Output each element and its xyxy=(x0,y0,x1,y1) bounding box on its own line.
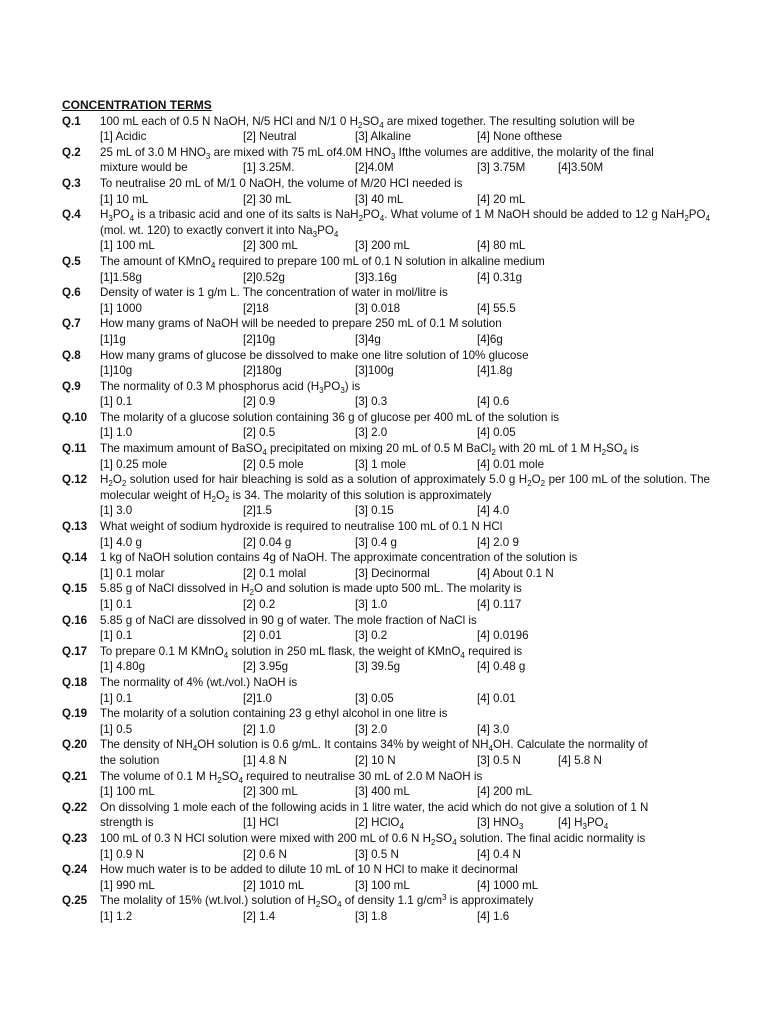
option-3: [3] 0.5 N xyxy=(355,847,399,861)
option-4: [4] 80 mL xyxy=(477,239,526,253)
answer-options xyxy=(100,659,710,675)
answer-options xyxy=(100,566,710,582)
question-text-continued: strength is xyxy=(100,816,154,830)
option-1: [1] 3.0 xyxy=(100,504,133,518)
question-text: The molality of 15% (wt.lvol.) solution of $H_2SO_4$ of density 1.1 $g/cm^3$ is approximately xyxy=(100,893,534,910)
option-3: [3]4g xyxy=(355,332,381,346)
question-23 xyxy=(62,831,710,862)
question-text: The density of $NH_4OH$ solution is 0.6 g/mL. It contains 34% by weight of $NH_4OH$. Calculate the normality of xyxy=(100,738,648,754)
option-3: [3] 0.3 xyxy=(355,395,388,409)
option-4: [4] 0.0196 xyxy=(477,629,529,643)
option-4: [4] 55.5 xyxy=(477,301,516,315)
question-text: 5.85 g of NaCl are dissolved in 90 g of water. The mole fraction of NaCl is xyxy=(100,613,477,627)
option-2: [2] HClO$_4$ xyxy=(355,816,404,832)
option-1: [1] 100 mL xyxy=(100,239,155,253)
question-list xyxy=(62,114,710,925)
question-text-continued: mixture would be xyxy=(100,161,188,175)
question-number: Q.17 xyxy=(62,644,88,658)
question-11 xyxy=(62,441,710,472)
option-1: [1] 0.1 molar xyxy=(100,566,165,580)
question-10 xyxy=(62,410,710,441)
answer-options xyxy=(100,160,710,176)
answer-options xyxy=(100,909,710,925)
option-4: [4] 20 mL xyxy=(477,192,526,206)
answer-options xyxy=(100,784,710,800)
question-13 xyxy=(62,519,710,550)
answer-options xyxy=(100,301,710,317)
question-number: Q.7 xyxy=(62,317,81,331)
option-4: [4] 0.6 xyxy=(477,395,510,409)
question-16 xyxy=(62,613,710,644)
answer-options xyxy=(100,597,710,613)
option-3: [3] 1 mole xyxy=(355,457,406,471)
question-number: Q.14 xyxy=(62,551,88,565)
option-3: [3] Decinormal xyxy=(355,566,430,580)
question-number: Q.23 xyxy=(62,831,88,845)
question-22 xyxy=(62,800,710,831)
option-3: [3]100g xyxy=(355,364,394,378)
question-text: $H_3PO_4$ is a tribasic acid and one of its salts is $NaH_2PO_4$. What volume of 1 M NaOH should be added to 12 g $NaH_2PO_4$ (mol. wt. 120) to exactly convert it into $Na_3PO_4$ xyxy=(100,208,710,239)
question-text: To prepare 0.1 M KMnO$_4$ solution in 250 mL flask, the weight of KMnO$_4$ required is xyxy=(100,644,523,660)
option-2: [2] 30 mL xyxy=(243,192,292,206)
option-2: [2]0.52g xyxy=(243,270,285,284)
option-3: [3] 2.0 xyxy=(355,426,388,440)
answer-options xyxy=(100,815,710,831)
worksheet xyxy=(62,98,710,924)
answer-options xyxy=(100,425,710,441)
question-text: The normality of 4% (wt./vol.) NaOH is xyxy=(100,675,298,689)
option-4: [4] About 0.1 N xyxy=(477,566,554,580)
option-1: [1]10g xyxy=(100,364,133,378)
question-text: How many grams of NaOH will be needed to prepare 250 mL of 0.1 M solution xyxy=(100,317,502,331)
option-3: [3] 39.5g xyxy=(355,660,401,674)
answer-options xyxy=(100,847,710,863)
option-2: [2] 0.5 mole xyxy=(243,457,304,471)
option-3: [3] Alkaline xyxy=(355,130,412,144)
question-8 xyxy=(62,348,710,379)
question-text: The maximum amount of BaSO$_4$ precipitated on mixing 20 mL of 0.5 M BaCl$_2$ with 20 mL of 1 M $H_2SO_4$ is xyxy=(100,442,639,458)
question-4 xyxy=(62,207,710,254)
option-3: [3] 0.2 xyxy=(355,629,388,643)
question-text: How much water is to be added to dilute 10 mL of 10 N HCl to make it decinormal xyxy=(100,863,518,877)
answer-options xyxy=(100,457,710,473)
option-1: [1] 4.8 N xyxy=(243,753,287,767)
option-4: [4] None ofthese xyxy=(477,130,563,144)
option-2: [2]18 xyxy=(243,301,269,315)
question-number: Q.24 xyxy=(62,863,88,877)
question-18 xyxy=(62,675,710,706)
option-1: [1] 0.1 xyxy=(100,629,133,643)
option-3: [3] $HNO_3$ xyxy=(477,816,524,832)
option-3: [3] 0.5 N xyxy=(477,753,521,767)
option-2: [2] 0.1 molal xyxy=(243,566,307,580)
option-3: [3] 0.05 xyxy=(355,691,394,705)
option-3: [3] 1.8 xyxy=(355,909,388,923)
option-2: [2]4.0M xyxy=(355,161,394,175)
question-number: Q.13 xyxy=(62,520,88,534)
option-3: [3] 100 mL xyxy=(355,878,410,892)
answer-options xyxy=(100,270,710,286)
option-3: [3] 400 mL xyxy=(355,785,410,799)
question-number: Q.10 xyxy=(62,410,88,424)
option-3: [3] 2.0 xyxy=(355,722,388,736)
answer-options xyxy=(100,878,710,894)
option-2: [2] 10 N xyxy=(355,753,396,767)
option-4: [4] 0.4 N xyxy=(477,847,521,861)
question-text-continued: the solution xyxy=(100,753,160,767)
question-2 xyxy=(62,145,710,176)
option-1: [1] 3.25M. xyxy=(243,161,295,175)
option-3: [3] 0.15 xyxy=(355,504,394,518)
option-2: [2] 0.04 g xyxy=(243,535,292,549)
question-number: Q.16 xyxy=(62,613,88,627)
option-2: [2] 0.5 xyxy=(243,426,276,440)
option-3: [3] 40 mL xyxy=(355,192,404,206)
question-number: Q.11 xyxy=(62,442,87,456)
option-1: [1] 10 mL xyxy=(100,192,149,206)
option-2: [2] 300 mL xyxy=(243,239,298,253)
question-number: Q.9 xyxy=(62,379,81,393)
option-2: [2] 3.95g xyxy=(243,660,289,674)
question-text: What weight of sodium hydroxide is required to neutralise 100 mL of 0.1 N HCl xyxy=(100,520,503,534)
question-number: Q.21 xyxy=(62,769,88,783)
option-4: [4] 3.0 xyxy=(477,722,510,736)
option-4: [4] 0.01 xyxy=(477,691,516,705)
option-1: [1] HCl xyxy=(243,816,279,830)
option-1: [1] 1.0 xyxy=(100,426,133,440)
question-text: 25 mL of 3.0 M $HNO_3$ are mixed with 75 mL of4.0M $HNO_3$ Ifthe volumes are additive, the molarity of the final xyxy=(100,145,654,161)
question-text: How many grams of glucose be dissolved to make one litre solution of 10% glucose xyxy=(100,348,529,362)
question-14 xyxy=(62,550,710,581)
question-5 xyxy=(62,254,710,285)
answer-options xyxy=(100,628,710,644)
question-number: Q.8 xyxy=(62,348,81,362)
option-1: [1] 0.1 xyxy=(100,395,133,409)
option-2: [2] 0.01 xyxy=(243,629,282,643)
question-text: 1 kg of NaOH solution contains 4g of NaOH. The approximate concentration of the solution is xyxy=(100,551,578,565)
option-3: [3]3.16g xyxy=(355,270,397,284)
option-2: [2] 300 mL xyxy=(243,785,298,799)
option-2: [2] 0.6 N xyxy=(243,847,287,861)
option-1: [1] Acidic xyxy=(100,130,147,144)
answer-options xyxy=(100,332,710,348)
answer-options xyxy=(100,503,710,519)
option-4: [4] 1.6 xyxy=(477,909,510,923)
question-number: Q.6 xyxy=(62,286,81,300)
question-text: The molarity of a solution containing 23 g ethyl alcohol in one litre is xyxy=(100,707,448,721)
option-2: [2] 0.2 xyxy=(243,598,276,611)
option-4: [4] 0.117 xyxy=(477,598,522,611)
option-2: [2]1.5 xyxy=(243,504,273,518)
option-1: [1] 990 mL xyxy=(100,878,155,892)
option-2: [2]180g xyxy=(243,364,282,378)
option-4: [4] 0.48 g xyxy=(477,660,526,674)
answer-options xyxy=(100,129,710,145)
question-12 xyxy=(62,472,710,519)
answer-options xyxy=(100,535,710,551)
question-text: The volume of 0.1 M $H_2SO_4$ required to neutralise 30 mL of 2.0 M NaOH is xyxy=(100,769,483,785)
question-number: Q.2 xyxy=(62,145,81,159)
question-20 xyxy=(62,737,710,768)
option-4: [4]3.50M xyxy=(558,161,604,175)
question-7 xyxy=(62,316,710,347)
question-number: Q.19 xyxy=(62,707,88,721)
option-1: [1] 0.9 N xyxy=(100,847,144,861)
question-1 xyxy=(62,114,710,145)
option-2: [2] 1.0 xyxy=(243,722,276,736)
answer-options xyxy=(100,722,710,738)
question-text: 100 mL each of 0.5 N NaOH, N/5 HCl and N/1 0 $H_2SO_4$ are mixed together. The resulting solution will be xyxy=(100,114,635,130)
option-1: [1] 0.1 xyxy=(100,691,133,705)
option-4: [4] 200 mL xyxy=(477,785,532,799)
worksheet-title: CONCENTRATION TERMS xyxy=(62,98,212,112)
option-4: [4] 4.0 xyxy=(477,504,510,518)
option-2: [2]10g xyxy=(243,332,276,346)
option-1: [1]1.58g xyxy=(100,270,142,284)
question-number: Q.4 xyxy=(62,208,81,222)
option-4: [4] 2.0 9 xyxy=(477,535,519,549)
question-9 xyxy=(62,379,710,410)
question-number: Q.18 xyxy=(62,675,88,689)
question-text: The normality of 0.3 M phosphorus acid $(H_3PO_3)$ is xyxy=(100,379,361,395)
option-1: [1] 0.1 xyxy=(100,598,133,611)
question-number: Q.1 xyxy=(62,114,81,128)
option-2: [2] Neutral xyxy=(243,130,297,144)
question-6 xyxy=(62,285,710,316)
option-4: [4] 0.31g xyxy=(477,270,523,284)
option-4: [4] 0.01 mole xyxy=(477,457,545,471)
question-text: To neutralise 20 mL of M/1 0 NaOH, the volume of M/20 HCl needed is xyxy=(100,176,463,190)
option-2: [2] 1.4 xyxy=(243,909,276,923)
question-number: Q.25 xyxy=(62,894,88,908)
question-text: 100 mL of 0.3 N HCl solution were mixed with 200 mL of 0.6 N $H_2SO_4$ solution. The final acidic normality is xyxy=(100,831,646,847)
question-text: Density of water is 1 g/m L. The concentration of water in mol/litre is xyxy=(100,286,448,300)
question-19 xyxy=(62,706,710,737)
answer-options xyxy=(100,192,710,208)
option-1: [1] 1000 xyxy=(100,301,142,315)
option-4: [4] $H_3PO_4$ xyxy=(558,816,609,832)
option-1: [1] 1.2 xyxy=(100,909,133,923)
option-4: [4] 1000 mL xyxy=(477,878,539,892)
question-15 xyxy=(62,581,710,612)
option-3: [3] 0.018 xyxy=(355,301,401,315)
question-text: On dissolving 1 mole each of the following acids in 1 litre water, the acid which do not give a solution of 1 N xyxy=(100,800,649,814)
question-number: Q.3 xyxy=(62,176,81,190)
question-number: Q.15 xyxy=(62,582,88,596)
question-text: 5.85 g of NaCl dissolved in $H_2O$ and solution is made upto 500 mL. The molarity is xyxy=(100,582,522,598)
option-1: [1] 0.5 xyxy=(100,722,133,736)
option-4: [4]6g xyxy=(477,332,503,346)
question-21 xyxy=(62,769,710,800)
question-text: The molarity of a glucose solution containing 36 g of glucose per 400 mL of the solution is xyxy=(100,410,560,424)
question-number: Q.12 xyxy=(62,473,88,487)
option-4: [4]1.8g xyxy=(477,364,513,378)
option-3: [3] 200 mL xyxy=(355,239,410,253)
option-1: [1] 4.0 g xyxy=(100,535,142,549)
answer-options xyxy=(100,238,710,254)
option-1: [1] 4.80g xyxy=(100,660,146,674)
option-1: [1]1g xyxy=(100,332,126,346)
question-text: The amount of KMnO$_4$ required to prepare 100 mL of 0.1 N solution in alkaline medium xyxy=(100,254,545,270)
option-4: [4] 5.8 N xyxy=(558,753,602,767)
option-3: [3] 0.4 g xyxy=(355,535,397,549)
question-number: Q.5 xyxy=(62,254,81,268)
option-1: [1] 100 mL xyxy=(100,785,155,799)
question-25 xyxy=(62,893,710,924)
question-3 xyxy=(62,176,710,207)
option-3: [3] 3.75M xyxy=(477,161,526,175)
question-text: $H_2O_2$ solution used for hair bleaching is sold as a solution of approximately 5.0 g $H_2O_2$ per 100 mL of the solution. The molecular weight of $H_2O_2$ is 34. The molarity of this solution is approximately xyxy=(100,473,710,504)
question-number: Q.22 xyxy=(62,800,88,814)
option-3: [3] 1.0 xyxy=(355,598,388,611)
option-1: [1] 0.25 mole xyxy=(100,457,168,471)
option-2: [2] 0.9 xyxy=(243,395,276,409)
answer-options xyxy=(100,753,710,769)
answer-options xyxy=(100,363,710,379)
option-2: [2] 1010 mL xyxy=(243,878,305,892)
question-17 xyxy=(62,644,710,675)
question-number: Q.20 xyxy=(62,738,88,752)
answer-options xyxy=(100,394,710,410)
option-2: [2]1.0 xyxy=(243,691,273,705)
answer-options xyxy=(100,691,710,707)
question-24 xyxy=(62,862,710,893)
option-4: [4] 0.05 xyxy=(477,426,516,440)
